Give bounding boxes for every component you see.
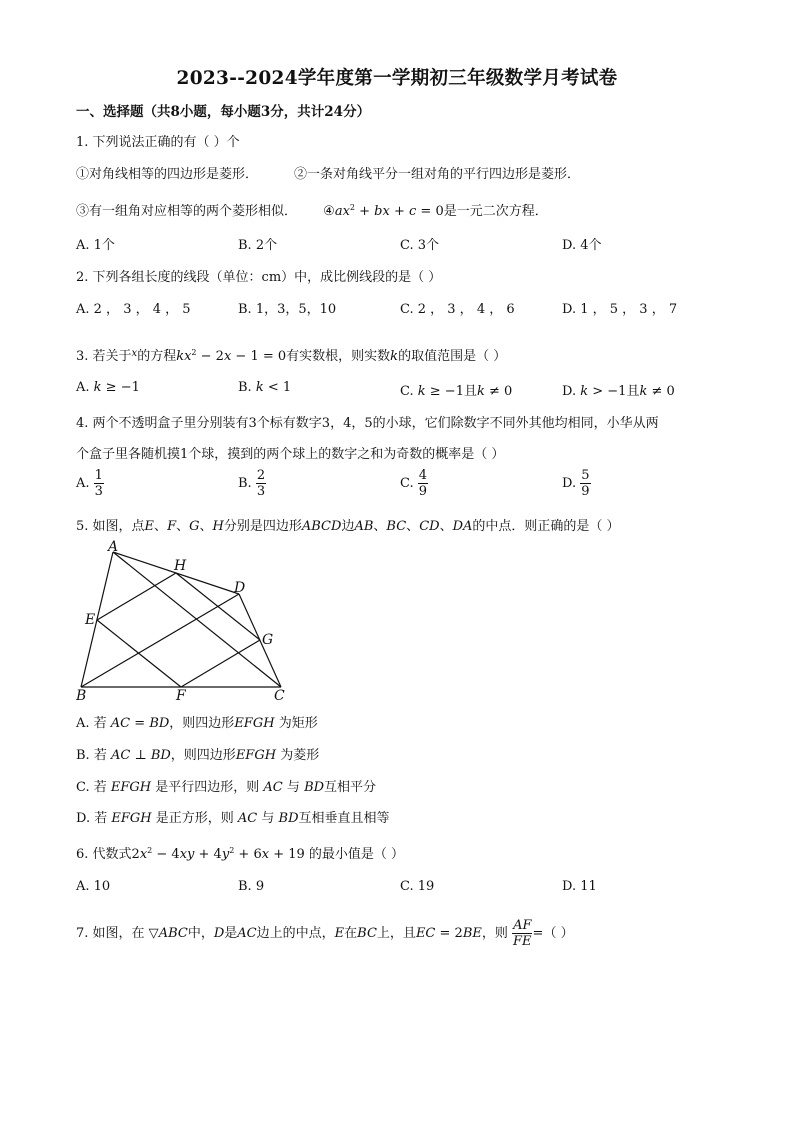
q4-option-b-fraction: $\frac{2}{3}$ — [256, 468, 266, 499]
diagonal-ac — [113, 552, 281, 687]
q4-stem-line2: 个盒子里各随机摸1个球，摸到的两个球上的数字之和为奇数的概率是（ ） — [76, 447, 505, 462]
q1-option-c: C. 3个 — [400, 238, 440, 253]
q1-option-a: A. 1个 — [76, 238, 115, 253]
point-b-label: B — [76, 688, 87, 704]
q3-stem: 3. 若关于$^x$的方程$kx^2 - 2x - 1 = 0$有实数根，则实数k的取值范围是（ ） — [76, 348, 507, 364]
q6-option-b: B. 9 — [238, 879, 265, 894]
q1-stem: 1. 下列说法正确的有（ ）个 — [76, 135, 240, 150]
side-gf — [181, 640, 260, 687]
q3-option-d: D. k > −1且k ≠ 0 — [562, 384, 675, 399]
q7-fraction: $\frac{AF}{FE}$ — [513, 918, 532, 949]
point-e-label: E — [85, 612, 96, 628]
q4-option-c-fraction: $\frac{4}{9}$ — [418, 468, 428, 499]
side-fe — [97, 620, 181, 687]
q5-option-c: C. 若 EFGH 是平行四边形，则 AC 与 BD互相平分 — [76, 780, 377, 795]
q3-option-b: B. k < 1 — [238, 380, 292, 395]
q7-stem: 7. 如图，在 ▽ABC中，D是AC边上的中点，E在BC上，且EC = 2BE，则 $\frac{AF}{FE}$ =（ ） — [76, 918, 574, 949]
q4-option-c: C. $\frac{4}{9}$ — [400, 468, 428, 499]
q1-statement-1: ①对角线相等的四边形是菱形． ②一条对角线平分一组对角的平行四边形是菱形． — [76, 167, 581, 182]
q4-option-a-fraction: $\frac{1}{3}$ — [94, 468, 103, 499]
section-heading: 一、选择题（共8小题，每小题3分，共计24分） — [76, 104, 371, 120]
point-d-label: D — [234, 580, 246, 596]
q2-option-b: B. 1，3，5，10 — [238, 302, 337, 317]
q1-option-d: D. 4个 — [562, 238, 602, 253]
q1-equation: $ax^2$ + bx + c = 0 — [334, 203, 444, 219]
q6-stem: 6. 代数式$2x^2 - 4xy + 4y^2 + 6x + 19$ 的最小值是（ ） — [76, 846, 405, 862]
point-g-label: G — [262, 632, 274, 648]
q5-option-a: A. 若 AC = BD，则四边形EFGH 为矩形 — [76, 716, 318, 731]
q1-option-b: B. 2个 — [238, 238, 278, 253]
q2-option-c: C. 2 ， 3 ， 4 ， 6 — [400, 302, 515, 317]
quadrilateral-figure — [76, 540, 306, 705]
q6-expression: $2x^2 - 4xy + 4y^2 + 6x + 19$ — [131, 846, 305, 862]
side-eh — [97, 573, 176, 620]
q5-option-b: B. 若 AC ⊥ BD，则四边形EFGH 为菱形 — [76, 748, 320, 763]
point-c-label: C — [274, 688, 285, 704]
point-a-label: A — [108, 540, 119, 555]
q5-option-d: D. 若 EFGH 是正方形，则 AC 与 BD互相垂直且相等 — [76, 811, 390, 826]
q4-option-b: B. $\frac{2}{3}$ — [238, 468, 266, 499]
q5-stem: 5. 如图，点E、F、G、H分别是四边形ABCD边AB、BC、CD、DA的中点．则正确的是（ ） — [76, 519, 620, 534]
point-h-label: H — [174, 558, 187, 574]
q2-option-d: D. 1 ， 5 ， 3 ， 7 — [562, 302, 678, 317]
q2-stem: 2. 下列各组长度的线段（单位：cm）中，成比例线段的是（ ） — [76, 270, 442, 285]
q4-option-d-fraction: $\frac{5}{9}$ — [581, 468, 590, 499]
q4-option-a: A. $\frac{1}{3}$ — [76, 468, 103, 499]
side-hg — [176, 573, 260, 640]
q3-option-a: A. k ≥ −1 — [76, 380, 140, 395]
q4-stem-line1: 4. 两个不透明盒子里分别装有3个标有数字3，4，5的小球，它们除数字不同外其他均相同，小华从两 — [76, 416, 659, 431]
point-f-label: F — [176, 688, 186, 704]
q3-equation: $kx^2 - 2x - 1 = 0$ — [176, 348, 287, 364]
diagonal-bd — [81, 594, 239, 687]
q6-option-a: A. 10 — [76, 879, 111, 894]
q6-option-d: D. 11 — [562, 879, 597, 894]
q3-option-c: C. k ≥ −1且k ≠ 0 — [400, 384, 513, 399]
q1-statement-3: ③有一组角对应相等的两个菱形相似． $④ax^2$ + bx + c = 0是一元二次方程． — [76, 203, 548, 219]
q2-option-a: A. 2 ， 3 ， 4 ， 5 — [76, 302, 191, 317]
q4-option-d: D. $\frac{5}{9}$ — [562, 468, 590, 499]
exam-title: 2023--2024学年度第一学期初三年级数学月考试卷 — [176, 68, 618, 89]
q6-option-c: C. 19 — [400, 879, 435, 894]
